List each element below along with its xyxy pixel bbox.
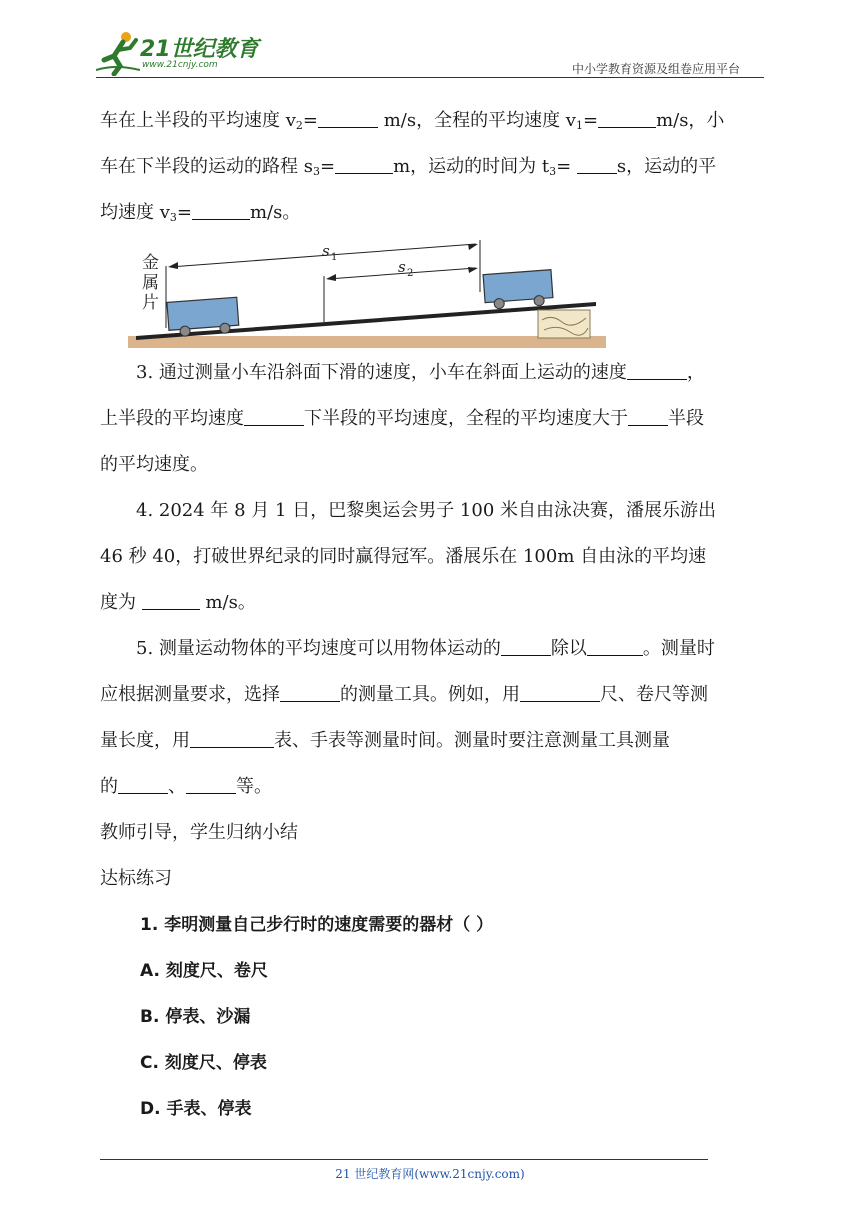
text: 尺、卷尺等测	[600, 684, 708, 705]
s1-sub: 1	[331, 252, 338, 263]
text: 3. 通过测量小车沿斜面下滑的速度，小车在斜面上运动的速度	[136, 362, 627, 383]
practice-title: 达标练习	[100, 868, 172, 889]
answer-blank[interactable]	[598, 107, 656, 128]
text: 车在上半段的平均速度 v	[100, 110, 296, 131]
subscript: 2	[295, 119, 303, 132]
text: 半段	[668, 408, 704, 429]
answer-blank[interactable]	[280, 681, 340, 702]
document-body	[100, 98, 764, 1132]
incline-diagram	[100, 236, 764, 354]
q3-line1	[100, 350, 764, 396]
answer-blank[interactable]	[192, 199, 250, 220]
label-pian: 片	[142, 293, 159, 313]
text: =	[582, 110, 599, 131]
option-a[interactable]: A. 刻度尺、卷尺	[140, 961, 268, 981]
answer-blank[interactable]	[501, 635, 551, 656]
text: 均速度 v	[100, 202, 170, 223]
text: 车在下半段的运动的路程 s	[100, 156, 313, 177]
text: s，运动的平	[616, 156, 717, 177]
text: =	[302, 110, 318, 131]
text: 的测量工具。例如，用	[340, 684, 520, 705]
logo-url: www.21cnjy.com	[142, 60, 218, 70]
text: ，	[686, 362, 705, 383]
label-jin: 金	[142, 253, 159, 273]
q5-line4	[100, 764, 764, 810]
text: 上半段的平均速度	[100, 408, 244, 429]
practice-q1-stem: 1. 李明测量自己步行时的速度需要的器材（ ）	[140, 915, 494, 935]
subscript: 3	[169, 211, 177, 224]
answer-blank[interactable]	[118, 773, 168, 794]
text: 5. 测量运动物体的平均速度可以用物体运动的	[136, 638, 501, 659]
answer-blank[interactable]	[577, 153, 617, 174]
logo-text: 21世纪教育	[140, 37, 259, 62]
subscript: 1	[575, 119, 583, 132]
text: m/s，全程的平均速度 v	[377, 110, 576, 131]
text: 、	[168, 776, 186, 797]
site-logo[interactable]	[96, 30, 266, 78]
s1-label: s	[322, 242, 330, 260]
runner-icon	[96, 30, 140, 76]
answer-blank[interactable]	[244, 405, 304, 426]
text: m/s。	[249, 202, 301, 223]
text: m，运动的时间为 t	[393, 156, 550, 177]
q4-line3	[100, 580, 764, 626]
text: =	[556, 156, 577, 177]
label-shu: 属	[142, 273, 159, 293]
text: 等。	[236, 776, 272, 797]
q3-line2	[100, 396, 764, 442]
text: m/s，小	[656, 110, 725, 131]
s2-sub: 2	[407, 268, 414, 279]
option-d[interactable]: D. 手表、停表	[140, 1099, 252, 1119]
text: 下半段的平均速度，全程的平均速度大于	[304, 408, 628, 429]
option-b[interactable]: B. 停表、沙漏	[140, 1007, 251, 1027]
text: 表、手表等测量时间。测量时要注意测量工具测量	[274, 730, 670, 751]
answer-blank[interactable]	[190, 727, 274, 748]
footer-divider	[100, 1159, 708, 1160]
subscript: 3	[312, 165, 320, 178]
text: 应根据测量要求，选择	[100, 684, 280, 705]
q3-line3: 的平均速度。	[100, 454, 208, 475]
header-divider	[96, 77, 764, 78]
q5-line1	[100, 626, 764, 672]
q5-line2	[100, 672, 764, 718]
summary-text: 教师引导，学生归纳小结	[100, 822, 298, 843]
text: =	[176, 202, 192, 223]
q4-line2: 46 秒 40，打破世界纪录的同时赢得冠军。潘展乐在 100m 自由泳的平均速	[100, 546, 707, 567]
page-header	[0, 0, 860, 80]
incline-figure	[100, 236, 764, 354]
q4-line1: 4. 2024 年 8 月 1 日，巴黎奥运会男子 100 米自由泳决赛，潘展乐游出	[136, 500, 717, 521]
problem2-line1	[100, 98, 764, 144]
subscript: 3	[549, 165, 557, 178]
answer-blank[interactable]	[587, 635, 643, 656]
ground	[128, 336, 606, 348]
text: 。测量时	[642, 638, 715, 659]
answer-blank[interactable]	[628, 405, 668, 426]
problem2-line3	[100, 190, 764, 236]
option-c[interactable]: C. 刻度尺、停表	[140, 1053, 267, 1073]
footer-text[interactable]: 21 世纪教育网(www.21cnjy.com)	[335, 1167, 525, 1181]
answer-blank[interactable]	[318, 107, 378, 128]
answer-blank[interactable]	[142, 589, 200, 610]
text: =	[319, 156, 336, 177]
answer-blank[interactable]	[627, 359, 687, 380]
text: 量长度，用	[100, 730, 190, 751]
answer-blank[interactable]	[335, 153, 393, 174]
wood-block	[538, 310, 590, 338]
cart-top	[483, 270, 553, 310]
answer-blank[interactable]	[520, 681, 600, 702]
header-platform-text: 中小学教育资源及组卷应用平台	[572, 62, 741, 76]
text: m/s。	[199, 592, 256, 613]
text: 度为	[100, 592, 142, 613]
answer-blank[interactable]	[186, 773, 236, 794]
text: 除以	[550, 638, 587, 659]
q5-line3	[100, 718, 764, 764]
s2-label: s	[398, 258, 406, 276]
text: 的	[100, 776, 118, 797]
problem2-line2	[100, 144, 764, 190]
